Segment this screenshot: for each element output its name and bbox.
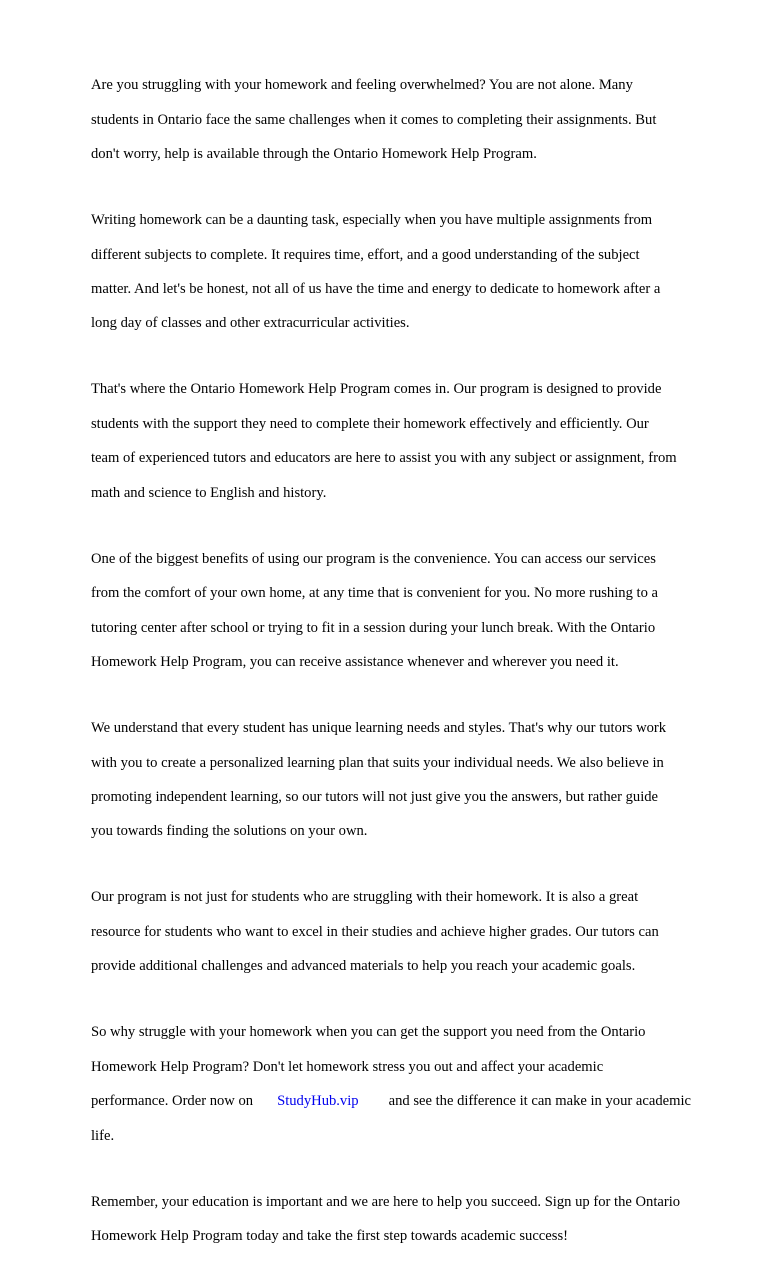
paragraph-4 (91, 534, 731, 689)
text-line: Writing homework can be a daunting task, especially when you have multiple assignments from (91, 212, 653, 229)
text-line: students in Ontario face the same challenges when it comes to completing their assignments. But (91, 111, 657, 128)
paragraph-6 (91, 872, 731, 992)
text-line: resource for students who want to excel in their studies and achieve higher grades. Our tutors can (91, 923, 659, 940)
text-line: Remember, your education is important and we are here to help you succeed. Sign up for the Ontario (91, 1193, 681, 1210)
text-line: Homework Help Program, you can receive assistance whenever and wherever you need it. (91, 654, 619, 670)
text-line: from the comfort of your own home, at any time that is convenient for you. No more rushing to a (91, 585, 658, 602)
text-line: team of experienced tutors and educators are here to assist you with any subject or assignment, from (91, 450, 677, 467)
paragraph-1 (91, 60, 731, 180)
paragraph-2 (91, 195, 731, 350)
text-line: with you to create a personalized learning plan that suits your individual needs. We also believe in (91, 754, 664, 771)
text-line-with-link (91, 1093, 731, 1110)
paragraph-8 (91, 1176, 731, 1262)
text-line: long day of classes and other extracurricular activities. (91, 315, 410, 332)
text-line: Our program is not just for students who are struggling with their homework. It is also a great (91, 889, 639, 906)
text-line: Are you struggling with your homework and feeling overwhelmed? You are not alone. Many (91, 77, 633, 94)
text-line: So why struggle with your homework when you can get the support you need from the Ontario (91, 1024, 646, 1041)
text-line: you towards finding the solutions on your own. (91, 823, 368, 840)
text-line: life. (91, 1127, 115, 1144)
text-line: We understand that every student has unique learning needs and styles. That's why our tutors work (91, 720, 667, 737)
text-line: tutoring center after school or trying to fit in a session during your lunch break. With the Ontario (91, 619, 656, 636)
text-line: math and science to English and history. (91, 484, 327, 501)
text-line: Homework Help Program? Don't let homework stress you out and affect your academic (91, 1058, 604, 1075)
paragraph-5 (91, 703, 731, 858)
link-line-before: performance. Order now on (91, 1093, 254, 1110)
text-line: That's where the Ontario Homework Help Program comes in. Our program is designed to provide (91, 381, 662, 398)
studyhub-link[interactable]: StudyHub.vip (277, 1093, 359, 1110)
document-body (91, 60, 731, 1277)
text-line: students with the support they need to complete their homework effectively and efficiently. Our (91, 415, 649, 432)
text-line: provide additional challenges and advanced materials to help you reach your academic goals. (91, 958, 636, 975)
text-line: matter. And let's be honest, not all of us have the time and energy to dedicate to homework after a (91, 280, 661, 297)
link-line-after: and see the difference it can make in your academic (388, 1093, 691, 1110)
text-line: Homework Help Program today and take the first step towards academic success! (91, 1228, 568, 1245)
text-line: promoting independent learning, so our tutors will not just give you the answers, but rather guide (91, 788, 659, 805)
text-line: don't worry, help is available through the Ontario Homework Help Program. (91, 146, 537, 163)
paragraph-3 (91, 364, 731, 519)
text-line: One of the biggest benefits of using our program is the convenience. You can access our services (91, 550, 656, 567)
text-line: different subjects to complete. It requires time, effort, and a good understanding of the subject (91, 246, 640, 263)
paragraph-7 (91, 1007, 731, 1162)
